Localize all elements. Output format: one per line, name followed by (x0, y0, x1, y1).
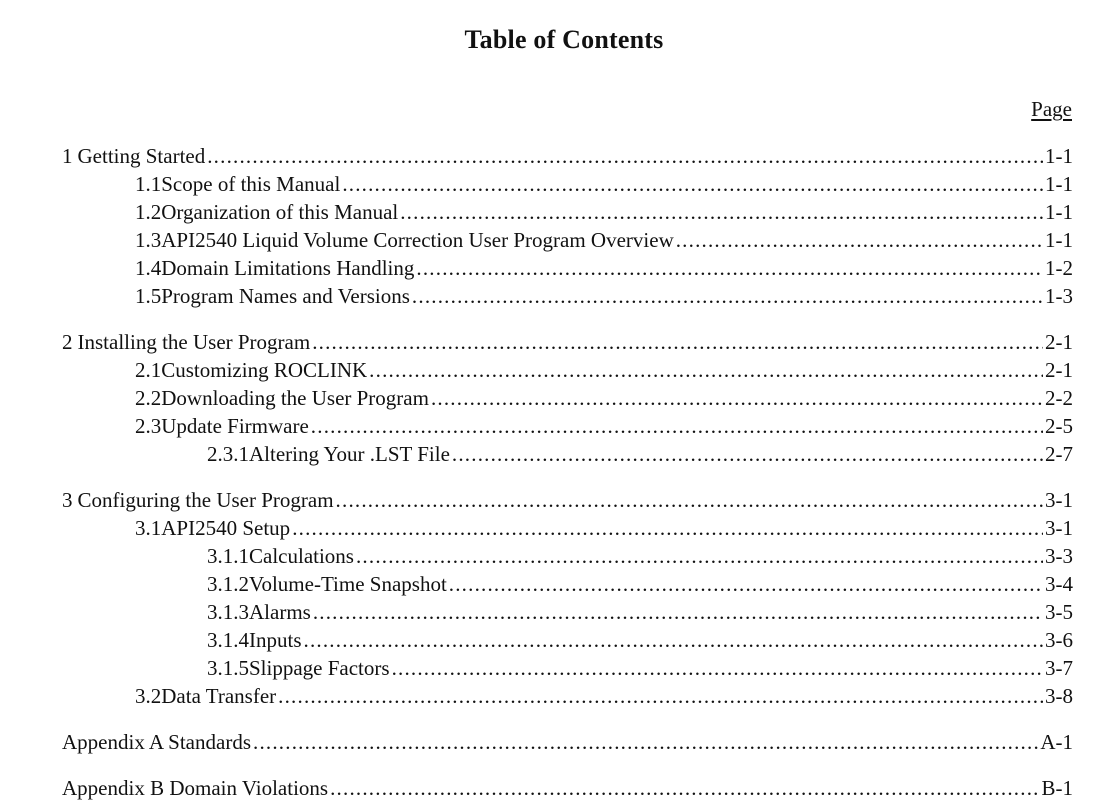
toc-entry-label: Inputs (249, 628, 302, 652)
toc-entry-page: 1-1 (1045, 200, 1073, 224)
dot-leader (412, 282, 1043, 310)
toc-entry-page: 2-5 (1045, 414, 1073, 438)
dot-leader (304, 626, 1044, 654)
toc-entry-3-1-5[interactable] (62, 654, 1073, 682)
toc-entry-page: 3-5 (1045, 600, 1073, 624)
toc-entry-number: 2 (62, 330, 73, 354)
toc-entry-label: Calculations (249, 544, 354, 568)
toc-entry-label: API2540 Setup (161, 516, 291, 540)
dot-leader (253, 728, 1038, 756)
toc-entry-chapter-3[interactable] (62, 486, 1073, 514)
toc-entry-page: 1-1 (1045, 144, 1073, 168)
toc-entry-3-1-3[interactable] (62, 598, 1073, 626)
toc-entry-page: 1-1 (1045, 172, 1073, 196)
toc-entry-number: 3.1.1 (207, 544, 249, 568)
toc-entry-label: Program Names and Versions (161, 284, 410, 308)
toc-entry-3-1-4[interactable] (62, 626, 1073, 654)
toc-entry-chapter-1[interactable] (62, 142, 1073, 170)
toc-entry-page: 1-3 (1045, 284, 1073, 308)
dot-leader (369, 356, 1043, 384)
toc-entry-3-1[interactable] (62, 514, 1073, 542)
toc-entry-number: 1.3 (135, 228, 162, 252)
toc-entry-page: 3-1 (1045, 516, 1073, 540)
toc-entry-page: 2-1 (1045, 330, 1073, 354)
dot-leader (311, 412, 1043, 440)
toc-entry-appendix-a[interactable] (62, 728, 1073, 756)
toc-entry-label: Alarms (249, 600, 311, 624)
toc-entry-3-1-2[interactable] (62, 570, 1073, 598)
page-column-header: Page (1031, 97, 1072, 121)
toc-entry-label: Altering Your .LST File (249, 442, 450, 466)
toc-entry-number: 3.1.5 (207, 656, 249, 680)
dot-leader (292, 514, 1043, 542)
toc-entry-number: 3.1 (135, 516, 162, 540)
dot-leader (356, 542, 1043, 570)
toc-entry-label: Data Transfer (161, 684, 277, 708)
dot-leader (452, 440, 1043, 468)
dot-leader (207, 142, 1043, 170)
dot-leader (400, 198, 1043, 226)
toc-entry-page: 3-4 (1045, 572, 1073, 596)
toc-entry-number: 1 (62, 144, 73, 168)
toc-entry-label: Appendix A Standards (62, 730, 251, 754)
toc-entry-number: 3.1.4 (207, 628, 249, 652)
toc-entry-number: 1.1 (135, 172, 162, 196)
toc-entry-page: 3-1 (1045, 488, 1073, 512)
toc-entry-number: 3.1.2 (207, 572, 249, 596)
toc-entry-1-4[interactable] (62, 254, 1073, 282)
dot-leader (392, 654, 1043, 682)
toc-entry-page: 3-8 (1045, 684, 1073, 708)
toc-title: Table of Contents (464, 25, 664, 54)
toc-entry-1-2[interactable] (62, 198, 1073, 226)
toc-entry-number: 2.3.1 (207, 442, 249, 466)
toc-entry-page: 3-7 (1045, 656, 1073, 680)
toc-entry-number: 1.4 (135, 256, 162, 280)
toc-entry-3-1-1[interactable] (62, 542, 1073, 570)
toc-entry-label: Installing the User Program (77, 330, 311, 354)
dot-leader (278, 682, 1043, 710)
dot-leader (330, 774, 1039, 802)
toc-entry-1-1[interactable] (62, 170, 1073, 198)
toc-entry-2-3[interactable] (62, 412, 1073, 440)
toc-entry-label: Appendix B Domain Violations (62, 776, 329, 800)
dot-leader (342, 170, 1043, 198)
toc-entry-label: API2540 Liquid Volume Correction User Program Overview (161, 228, 674, 252)
toc-entry-page: 2-2 (1045, 386, 1073, 410)
dot-leader (416, 254, 1043, 282)
toc-entry-2-1[interactable] (62, 356, 1073, 384)
dot-leader (449, 570, 1043, 598)
toc-entry-label: Volume-Time Snapshot (249, 572, 447, 596)
toc-entry-number: 3 (62, 488, 73, 512)
toc-entry-label: Getting Started (77, 144, 206, 168)
toc-entry-page: B-1 (1041, 776, 1073, 800)
toc-entry-number: 3.2 (135, 684, 162, 708)
toc-entry-label: Organization of this Manual (161, 200, 399, 224)
toc-entry-label: Customizing ROCLINK (161, 358, 368, 382)
toc-entry-number: 2.2 (135, 386, 162, 410)
dot-leader (676, 226, 1043, 254)
toc-entry-2-2[interactable] (62, 384, 1073, 412)
toc-entry-label: Domain Limitations Handling (161, 256, 415, 280)
toc-entry-number: 1.2 (135, 200, 162, 224)
toc-entry-label: Slippage Factors (249, 656, 390, 680)
toc-list (62, 142, 1073, 802)
toc-entry-page: 1-2 (1045, 256, 1073, 280)
dot-leader (431, 384, 1043, 412)
dot-leader (336, 486, 1043, 514)
toc-entry-page: 1-1 (1045, 228, 1073, 252)
toc-entry-label: Scope of this Manual (161, 172, 341, 196)
toc-entry-page: A-1 (1040, 730, 1073, 754)
toc-entry-number: 2.3 (135, 414, 162, 438)
toc-entry-2-3-1[interactable] (62, 440, 1073, 468)
toc-entry-3-2[interactable] (62, 682, 1073, 710)
toc-entry-label: Configuring the User Program (77, 488, 334, 512)
toc-entry-appendix-b[interactable] (62, 774, 1073, 802)
toc-entry-number: 2.1 (135, 358, 162, 382)
toc-entry-page: 2-7 (1045, 442, 1073, 466)
toc-entry-number: 3.1.3 (207, 600, 249, 624)
dot-leader (312, 328, 1043, 356)
toc-entry-number: 1.5 (135, 284, 162, 308)
toc-entry-page: 3-3 (1045, 544, 1073, 568)
toc-entry-1-3[interactable] (62, 226, 1073, 254)
toc-entry-page: 3-6 (1045, 628, 1073, 652)
toc-entry-1-5[interactable] (62, 282, 1073, 310)
dot-leader (313, 598, 1043, 626)
toc-entry-label: Downloading the User Program (161, 386, 429, 410)
toc-entry-chapter-2[interactable] (62, 328, 1073, 356)
toc-entry-page: 2-1 (1045, 358, 1073, 382)
toc-entry-label: Update Firmware (161, 414, 309, 438)
